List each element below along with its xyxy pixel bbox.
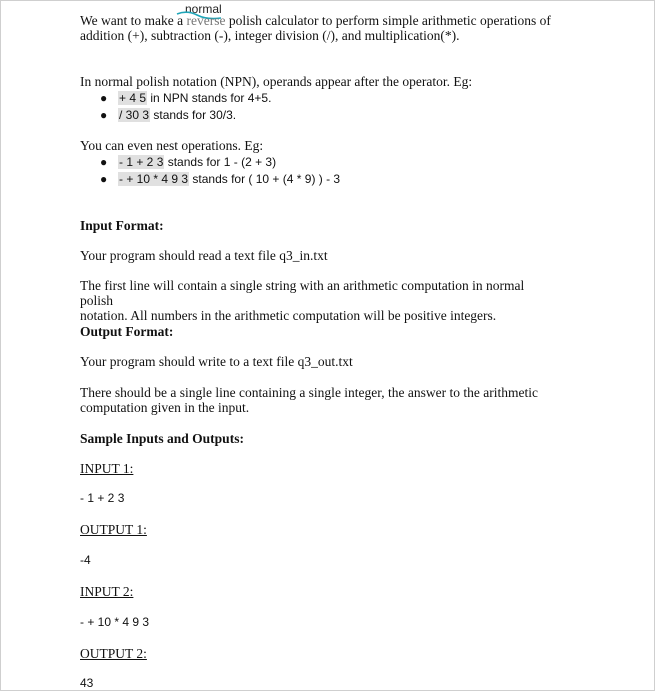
bullet-icon: ●	[100, 108, 108, 122]
bullet-icon: ●	[100, 155, 108, 169]
input-format-line-1: Your program should read a text file q3_in.txt	[80, 248, 328, 263]
edit-annotation: normal	[185, 2, 222, 16]
output-format-paragraph	[80, 385, 560, 415]
npn-example-1-expr: + 4 5	[119, 91, 147, 105]
bullet-icon: ●	[100, 172, 108, 186]
intro-text-3: addition (+), subtraction (-), integer division (/), and multiplication(*).	[80, 28, 460, 43]
intro-text-1: We want to make a	[80, 13, 184, 28]
npn-example-1-text: in NPN stands for 4+5.	[147, 91, 272, 105]
npn-example-2-text: stands for 30/3.	[150, 108, 237, 122]
output-2-label: OUTPUT 2:	[80, 646, 147, 661]
input-format-paragraph	[80, 278, 560, 323]
nest-example-2-text: stands for ( 10 + (4 * 9) ) - 3	[189, 172, 341, 186]
npn-example-2-expr: / 30 3	[119, 108, 150, 122]
intro-paragraph	[80, 13, 560, 43]
samples-heading: Sample Inputs and Outputs:	[80, 431, 244, 446]
input-format-line-2b: notation. All numbers in the arithmetic computation will be positive integers.	[80, 308, 497, 323]
nest-example-2-expr: - + 10 * 4 9 3	[119, 172, 189, 186]
nest-intro: You can even nest operations. Eg:	[80, 138, 264, 153]
output-format-line-2a: There should be a single line containing a single integer, the answer to the arithmetic	[80, 385, 538, 400]
input-2-value: - + 10 * 4 9 3	[80, 615, 150, 629]
input-format-line-2a: The first line will contain a single string with an arithmetic computation in normal polish	[80, 278, 525, 308]
output-format-heading: Output Format:	[80, 324, 174, 339]
input-2-label: INPUT 2:	[80, 584, 134, 599]
bullet-icon: ●	[100, 91, 108, 105]
intro-text-2: polish calculator to perform simple arithmetic operations of	[228, 13, 551, 28]
intro-struck-word: reverse	[186, 13, 226, 28]
nest-example-1-text: stands for 1 - (2 + 3)	[164, 155, 277, 169]
nest-example-1-expr: - 1 + 2 3	[119, 155, 164, 169]
output-1-value: -4	[80, 553, 91, 567]
input-1-label: INPUT 1:	[80, 461, 134, 476]
output-2-value: 43	[80, 676, 94, 690]
output-1-label: OUTPUT 1:	[80, 522, 147, 537]
output-format-line-2b: computation given in the input.	[80, 400, 250, 415]
input-format-heading: Input Format:	[80, 218, 164, 233]
input-1-value: - 1 + 2 3	[80, 491, 125, 505]
output-format-line-1: Your program should write to a text file q3_out.txt	[80, 354, 353, 369]
npn-intro: In normal polish notation (NPN), operands appear after the operator. Eg:	[80, 74, 473, 89]
